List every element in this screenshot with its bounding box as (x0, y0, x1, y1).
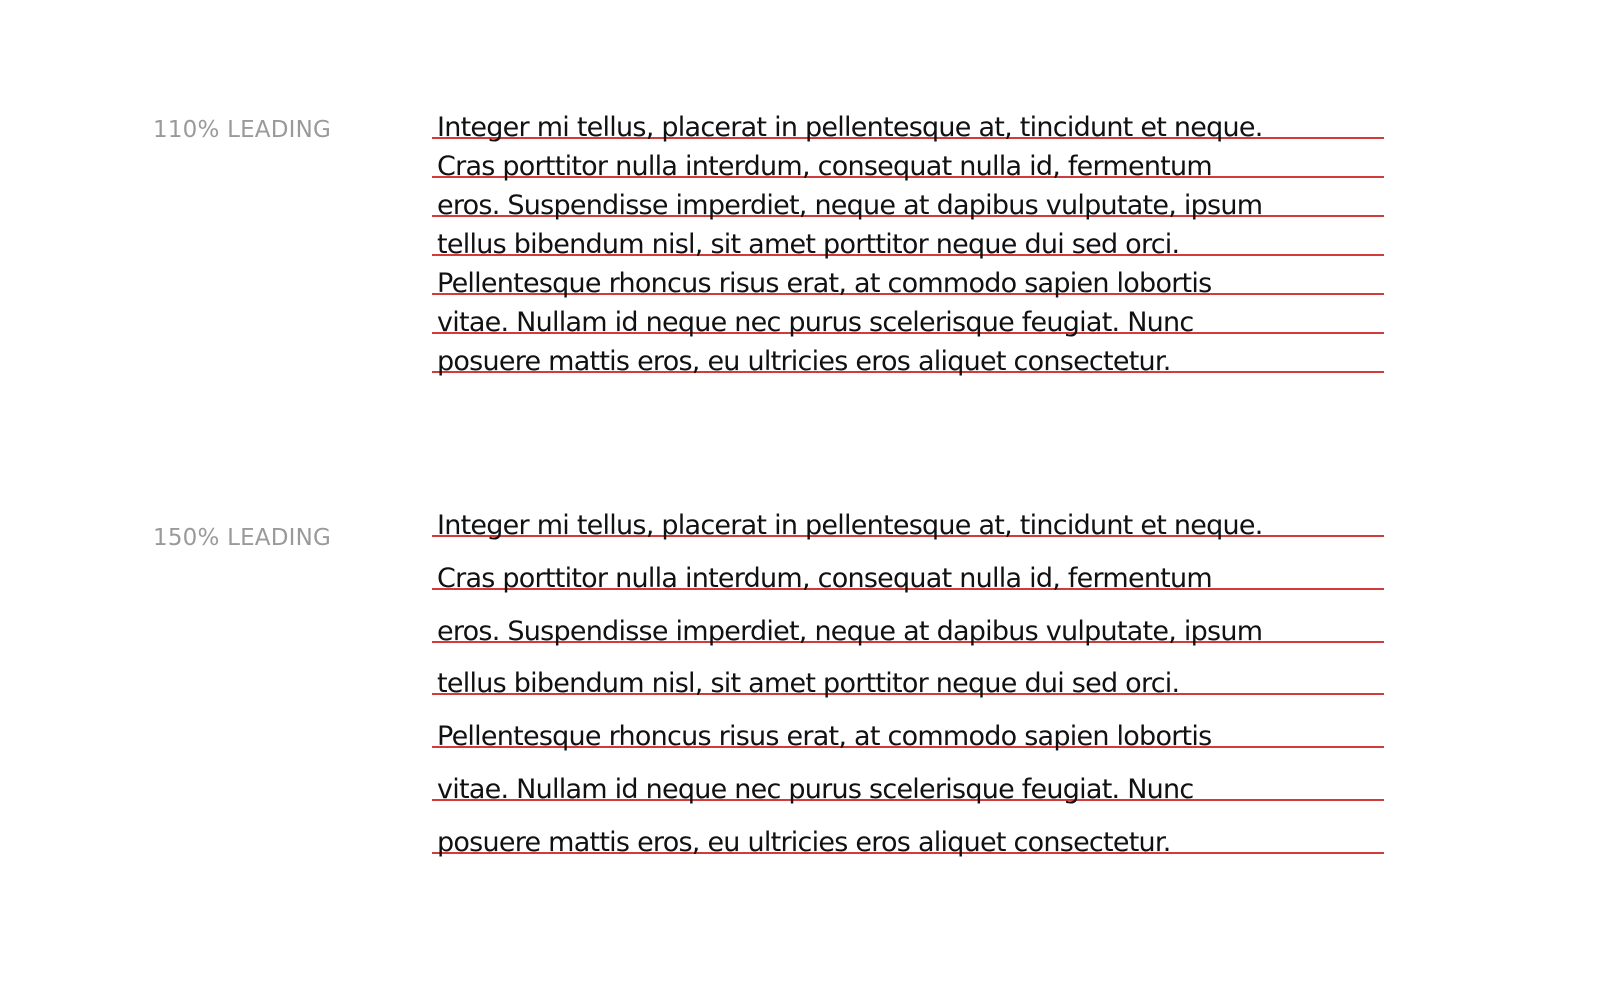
paragraph-line: Cras porttitor nulla interdum, consequat nulla id, fermentum (437, 563, 1212, 594)
leading-label-150: 150% LEADING (153, 525, 332, 551)
paragraph-line: Integer mi tellus, placerat in pellentesque at, tincidunt et neque. (437, 510, 1263, 541)
paragraph-line: Pellentesque rhoncus risus erat, at commodo sapien lobortis (437, 721, 1212, 752)
paragraph-line: vitae. Nullam id neque nec purus scelerisque feugiat. Nunc (437, 307, 1194, 338)
leading-label-110: 110% LEADING (153, 117, 332, 143)
paragraph-line: posuere mattis eros, eu ultricies eros aliquet consectetur. (437, 827, 1171, 858)
paragraph-line: Cras porttitor nulla interdum, consequat nulla id, fermentum (437, 151, 1212, 182)
paragraph-line: posuere mattis eros, eu ultricies eros aliquet consectetur. (437, 346, 1171, 377)
paragraph-line: vitae. Nullam id neque nec purus scelerisque feugiat. Nunc (437, 774, 1194, 805)
paragraph-line: eros. Suspendisse imperdiet, neque at dapibus vulputate, ipsum (437, 190, 1263, 221)
paragraph-line: eros. Suspendisse imperdiet, neque at dapibus vulputate, ipsum (437, 616, 1263, 647)
paragraph-line: tellus bibendum nisl, sit amet porttitor neque dui sed orci. (437, 229, 1180, 260)
paragraph-line: tellus bibendum nisl, sit amet porttitor neque dui sed orci. (437, 668, 1180, 699)
paragraph-line: Pellentesque rhoncus risus erat, at commodo sapien lobortis (437, 268, 1212, 299)
paragraph-line: Integer mi tellus, placerat in pellentesque at, tincidunt et neque. (437, 112, 1263, 143)
